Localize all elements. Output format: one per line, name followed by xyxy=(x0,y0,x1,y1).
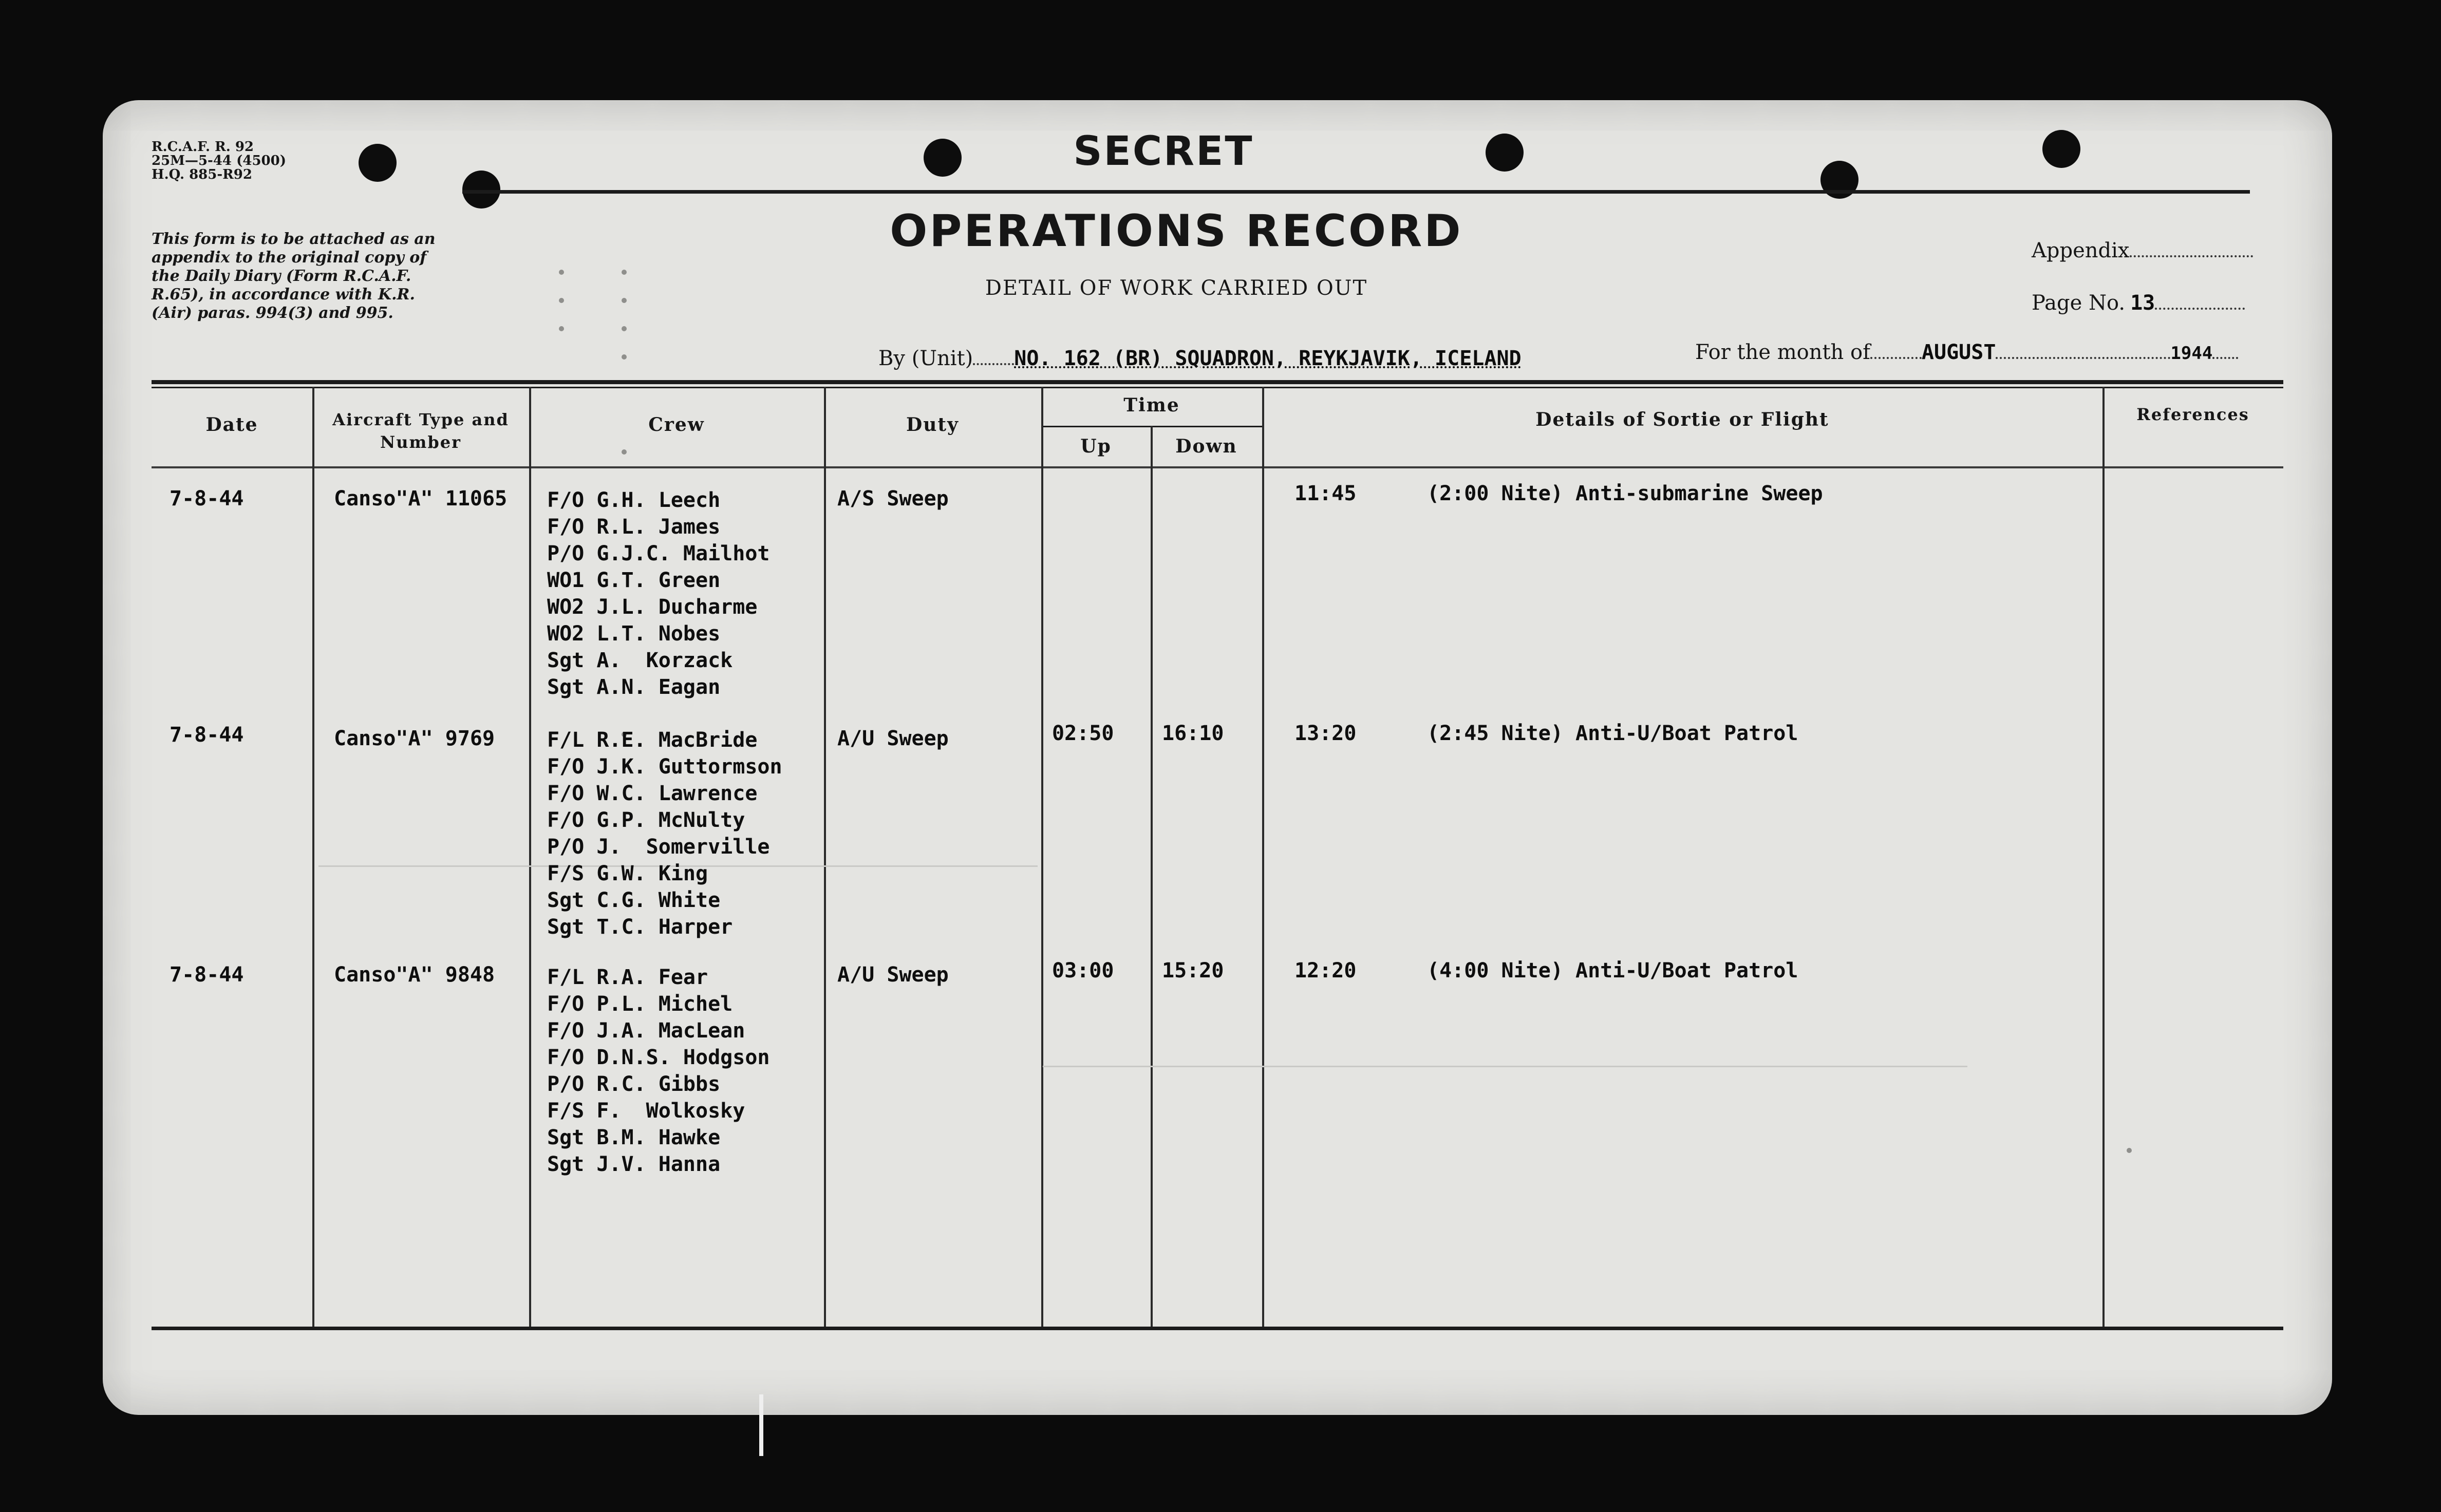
header-down: Down xyxy=(1175,436,1237,457)
unit-label: By (Unit) xyxy=(878,347,973,370)
crew-member: WO2 J.L. Ducharme xyxy=(547,595,758,619)
crew-member: F/O G.H. Leech xyxy=(547,488,721,512)
crew-member: Sgt J.V. Hanna xyxy=(547,1152,721,1176)
crew-member: F/O J.K. Guttormson xyxy=(547,755,782,779)
entry-time-down: 16:10 xyxy=(1162,722,1224,745)
show-through-mark xyxy=(622,354,627,360)
crew-member: WO2 L.T. Nobes xyxy=(547,622,721,646)
entry-flight-time: 13:20 xyxy=(1294,722,1357,745)
show-through-mark xyxy=(559,326,564,331)
column-divider xyxy=(529,387,531,1327)
crew-member: P/O J. Somerville xyxy=(547,835,770,859)
month-field xyxy=(1695,341,2238,364)
punch-hole xyxy=(462,171,500,209)
top-rule xyxy=(462,190,2250,194)
appendix-blank xyxy=(2130,255,2253,257)
punch-hole xyxy=(924,139,962,177)
entry-details: (4:00 Nite) Anti-U/Boat Patrol xyxy=(1427,959,1798,982)
entry-details: (2:00 Nite) Anti-submarine Sweep xyxy=(1427,482,1823,505)
crew-member: P/O G.J.C. Mailhot xyxy=(547,542,770,565)
crew-member: F/O D.N.S. Hodgson xyxy=(547,1046,770,1069)
entry-details: (2:45 Nite) Anti-U/Boat Patrol xyxy=(1427,722,1798,745)
appendix-field xyxy=(2032,239,2253,262)
page-number-value: 13 xyxy=(2130,291,2155,315)
show-through-mark xyxy=(559,270,564,275)
header-aircraft: Aircraft Type and Number xyxy=(332,410,509,452)
entry-aircraft: Canso"A" 9848 xyxy=(334,963,495,987)
show-through-rule xyxy=(1043,1066,1967,1067)
entry-aircraft: Canso"A" 11065 xyxy=(334,487,508,511)
form-code-line: 25M—5-44 (4500) xyxy=(152,153,287,168)
show-through-mark xyxy=(622,298,627,303)
show-through-mark xyxy=(622,270,627,275)
crew-member: F/O W.C. Lawrence xyxy=(547,782,758,805)
crew-member: F/S G.W. King xyxy=(547,862,708,885)
entry-time-down: 15:20 xyxy=(1162,959,1224,982)
page-number-blank xyxy=(2155,308,2245,310)
entry-duty: A/U Sweep xyxy=(837,727,949,750)
page-title: OPERATIONS RECORD xyxy=(890,205,1463,257)
column-divider xyxy=(1262,387,1264,1327)
entry-time-up: 02:50 xyxy=(1052,722,1114,745)
entry-date: 7-8-44 xyxy=(170,487,244,511)
form-code-line: H.Q. 885-R92 xyxy=(152,167,252,182)
punch-hole xyxy=(2042,130,2080,168)
page-subtitle: DETAIL OF WORK CARRIED OUT xyxy=(985,276,1368,300)
crew-member: Sgt B.M. Hawke xyxy=(547,1126,721,1149)
entry-date: 7-8-44 xyxy=(170,963,244,987)
month-leader xyxy=(1870,357,1922,359)
page-number-label: Page No. xyxy=(2032,291,2126,315)
appendix-label: Appendix xyxy=(2032,239,2130,262)
show-through-mark xyxy=(2127,1148,2132,1153)
table-top-rule xyxy=(152,380,2283,384)
page-number-field xyxy=(2032,291,2245,315)
unit-field xyxy=(878,347,1522,370)
form-code xyxy=(152,140,286,182)
month-label: For the month of xyxy=(1695,341,1870,364)
entry-duty: A/S Sweep xyxy=(837,487,949,511)
show-through-mark xyxy=(622,449,627,455)
form-code-line: R.C.A.F. R. 92 xyxy=(152,139,254,155)
crew-member: WO1 G.T. Green xyxy=(547,569,721,592)
year-value: 1944 xyxy=(2170,343,2213,364)
header-up: Up xyxy=(1080,436,1112,457)
column-divider xyxy=(2102,387,2105,1327)
attachment-notice: This form is to be attached as an appendix to the original copy of the Daily Diary (Form R.C.A.F. R.65), in accordance with K.R. (Air) paras. 994(3) and 995. xyxy=(152,230,436,322)
crew-member: Sgt T.C. Harper xyxy=(547,915,733,939)
month-value: AUGUST xyxy=(1921,341,1996,364)
entry-flight-time: 11:45 xyxy=(1294,482,1357,505)
crew-member: P/O R.C. Gibbs xyxy=(547,1072,721,1096)
crew-member: Sgt A. Korzack xyxy=(547,649,733,672)
crew-list xyxy=(547,487,769,701)
header-crew: Crew xyxy=(648,414,705,436)
entry-date: 7-8-44 xyxy=(170,723,244,747)
crew-member: F/S F. Wolkosky xyxy=(547,1099,745,1123)
unit-value: NO. 162 (BR) SQUADRON, REYKJAVIK, ICELAND xyxy=(1014,347,1522,370)
column-divider xyxy=(1151,426,1153,1327)
punch-hole xyxy=(1486,134,1524,172)
punch-hole xyxy=(359,144,397,182)
table-bottom-rule xyxy=(152,1327,2283,1330)
crew-member: F/O R.L. James xyxy=(547,515,721,539)
entry-flight-time: 12:20 xyxy=(1294,959,1357,982)
record-card xyxy=(103,100,2332,1415)
unit-leader xyxy=(973,363,1014,365)
show-through-mark xyxy=(622,326,627,331)
entry-aircraft: Canso"A" 9769 xyxy=(334,727,495,750)
year-blank xyxy=(2212,357,2238,359)
month-blank xyxy=(1996,357,2170,359)
header-references: References xyxy=(2136,405,2249,424)
crew-member: F/O P.L. Michel xyxy=(547,992,733,1016)
crew-list xyxy=(547,727,782,940)
entry-time-up: 03:00 xyxy=(1052,959,1114,982)
column-divider xyxy=(312,387,314,1327)
crew-member: F/L R.E. MacBride xyxy=(547,728,758,752)
header-bottom-rule xyxy=(152,466,2283,468)
entry-duty: A/U Sweep xyxy=(837,963,949,987)
table-top-rule-thin xyxy=(152,387,2283,388)
crew-member: F/O J.A. MacLean xyxy=(547,1019,745,1043)
column-divider xyxy=(824,387,826,1327)
film-scratch xyxy=(759,1394,763,1456)
crew-list xyxy=(547,964,769,1178)
header-duty: Duty xyxy=(906,414,959,436)
crew-member: F/L R.A. Fear xyxy=(547,966,708,989)
classification-stamp: SECRET xyxy=(1073,128,1254,175)
show-through-mark xyxy=(559,298,564,303)
crew-member: F/O G.P. McNulty xyxy=(547,808,745,832)
header-date: Date xyxy=(205,414,258,436)
header-time: Time xyxy=(1123,394,1180,416)
column-divider xyxy=(1041,387,1043,1327)
crew-member: Sgt C.G. White xyxy=(547,889,721,912)
crew-member: Sgt A.N. Eagan xyxy=(547,675,721,699)
header-details: Details of Sortie or Flight xyxy=(1535,409,1829,430)
